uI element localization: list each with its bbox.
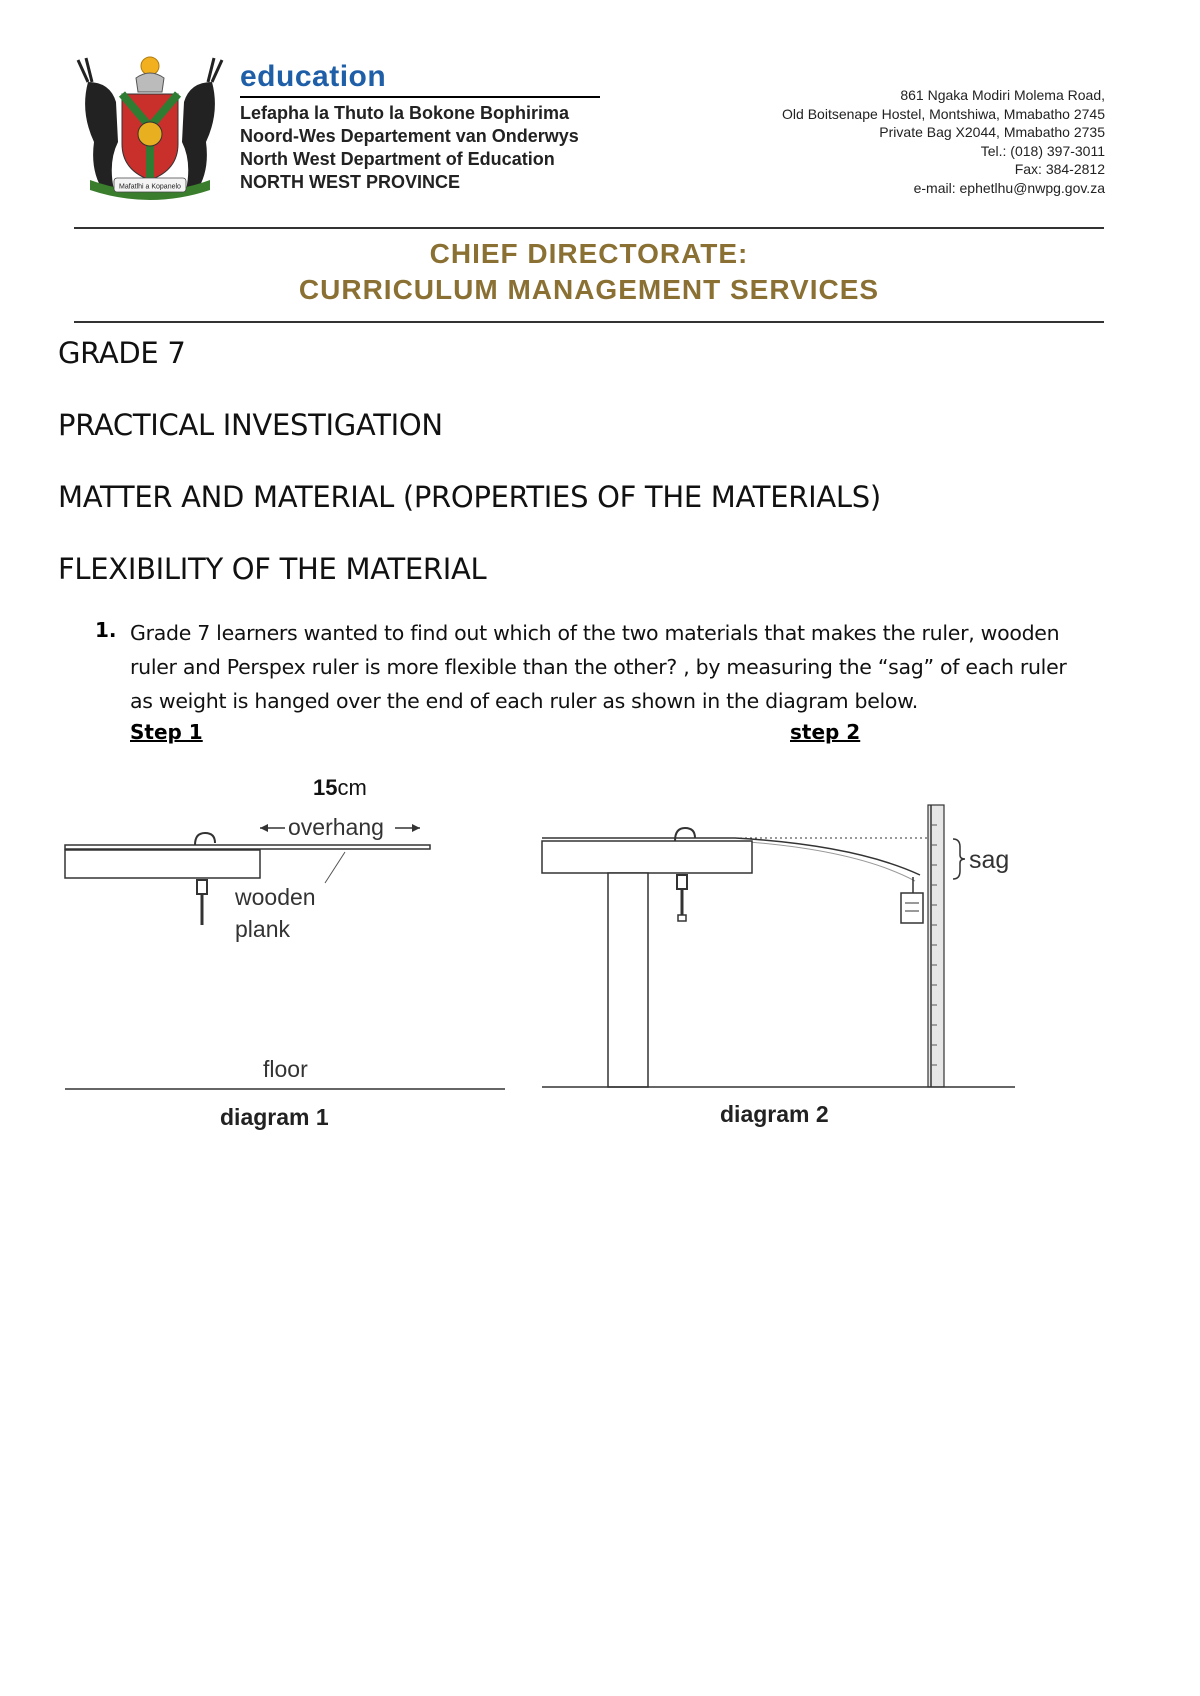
department-names: [240, 102, 579, 194]
address-line: Fax: 384-2812: [1014, 161, 1105, 177]
coat-of-arms-logo: [70, 52, 230, 202]
address-line: 861 Ngaka Modiri Molema Road,: [900, 87, 1105, 103]
email-line: e-mail: ephetlhu@nwpg.gov.za: [913, 179, 1105, 196]
banner-bottom-rule: [74, 321, 1104, 323]
banner-top-rule: [74, 227, 1104, 229]
arrow-left-icon: [260, 824, 268, 832]
plank-label-line-1: wooden: [235, 884, 316, 910]
floor-label: floor: [263, 1056, 308, 1082]
ruler-1: [65, 845, 430, 849]
diagram-2: [542, 805, 1015, 1127]
crest-motto: Mafatlhi a Kopanelo: [119, 183, 181, 191]
department-line: North West Department of Education: [240, 149, 555, 169]
plank-label-line-2: plank: [235, 916, 290, 942]
address-line: Tel.: (018) 397-3011: [980, 142, 1105, 159]
banner-line-1: CHIEF DIRECTORATE:: [429, 238, 749, 269]
sag-label: sag: [969, 846, 1010, 874]
plank-pointer-line: [325, 852, 345, 883]
brand-divider: [240, 96, 600, 98]
measure-unit: cm: [337, 775, 367, 800]
step-1-label: Step 1: [130, 720, 203, 744]
question-text: Grade 7 learners wanted to find out which of the two materials that makes the ruler, wooden ruler and Perspex ruler is more flexible than the other? , by measuring the “sag” of each ruler as weight is hanged over the end of each ruler as shown in the diagram below.: [130, 621, 1067, 713]
hanging-weight-icon: [901, 877, 923, 923]
department-line: Lefapha la Thuto la Bokone Bophirima: [240, 103, 570, 123]
topic-heading: MATTER AND MATERIAL (PROPERTIES OF THE MATERIALS): [58, 480, 881, 514]
investigation-heading: PRACTICAL INVESTIGATION: [58, 408, 443, 442]
wooden-plank: [65, 850, 260, 878]
brand-title: education: [240, 60, 387, 93]
grade-heading: GRADE 7: [58, 336, 186, 370]
sag-brace-icon: [953, 839, 965, 879]
diagram-2-caption: diagram 2: [720, 1101, 829, 1127]
measure-value: 15: [313, 775, 338, 800]
department-line: Noord-Wes Departement van Onderwys: [240, 126, 579, 146]
step-2-label: step 2: [790, 720, 861, 744]
table-top: [542, 841, 752, 873]
arrow-right-icon: [412, 824, 420, 832]
question-number: 1.: [95, 618, 117, 642]
overhang-label: overhang: [288, 814, 384, 840]
experiment-diagrams: [55, 765, 1055, 1145]
vertical-measuring-ruler: [928, 805, 944, 1087]
address-line: Private Bag X2044, Mmabatho 2735: [879, 124, 1105, 140]
department-line: NORTH WEST PROVINCE: [240, 172, 461, 192]
subtopic-heading: FLEXIBILITY OF THE MATERIAL: [58, 552, 487, 586]
diagram-1: [65, 775, 505, 1130]
banner-line-2: CURRICULUM MANAGEMENT SERVICES: [298, 274, 880, 305]
address-line: Old Boitsenape Hostel, Montshiwa, Mmabatho 2745: [782, 105, 1105, 122]
contact-address: [782, 86, 1105, 197]
diagram-1-caption: diagram 1: [220, 1104, 329, 1130]
table-leg: [608, 873, 648, 1087]
measure-label: [313, 775, 367, 800]
